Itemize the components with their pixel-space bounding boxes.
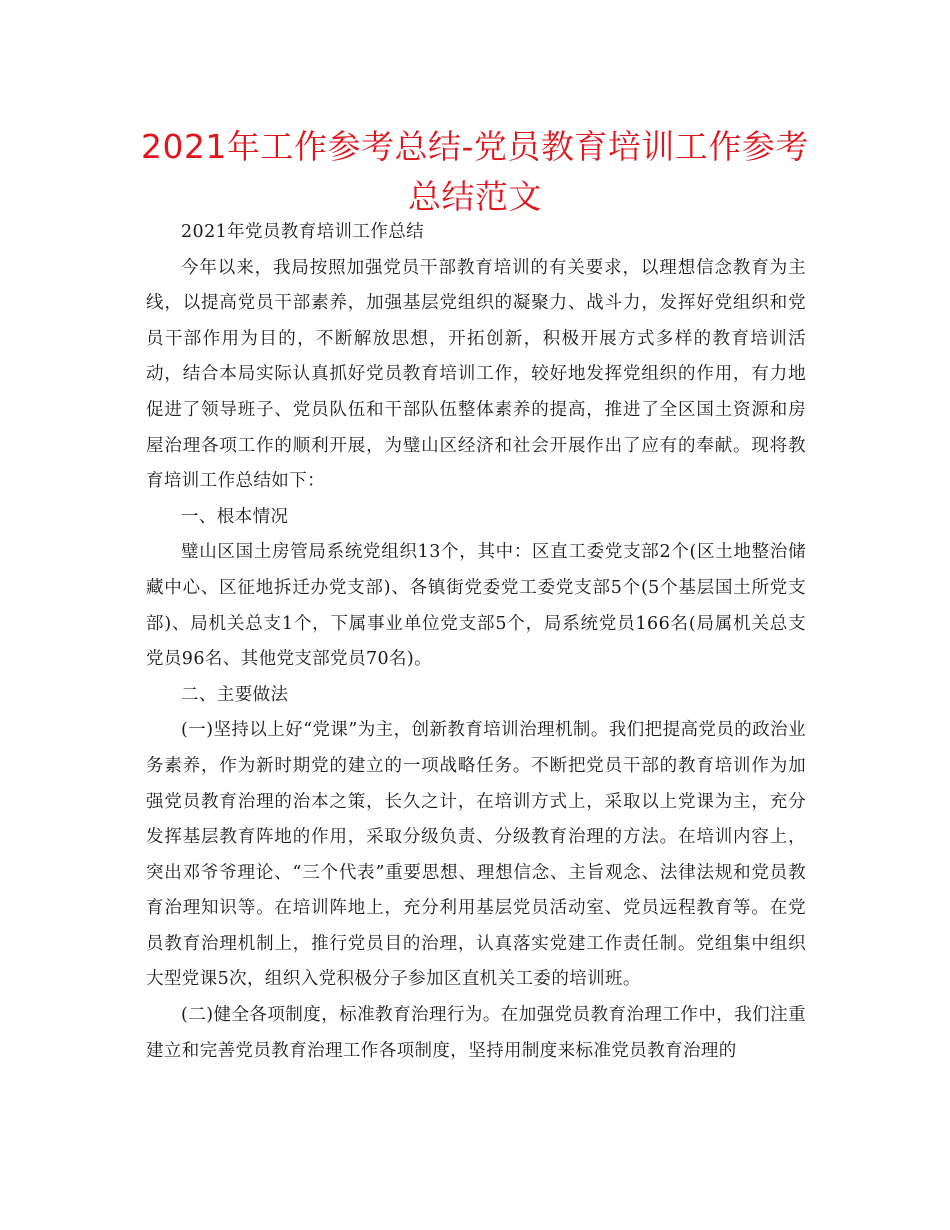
section-heading-basic: 一、根本情况 [181, 506, 289, 527]
section-heading-methods: 二、主要做法 [181, 684, 289, 705]
document-title: 2021年工作参考总结-党员教育培训工作参考总结范文 [141, 127, 809, 216]
paragraph-intro: 今年以来，我局按照加强党员干部教育培训的有关要求，以理想信念教育为主线，以提高党员干部素养，加强基层党组织的凝聚力、战斗力，发挥好党组织和党员干部作用为目的，不断解放思想，开拓创新，积极开展方式多样的教育培训活动，结合本局实际认真抓好党员教育培训工作，较好地发挥党组织的作用，有力地促进了领导班子、党员队伍和干部队伍整体素养的提高，推进了全区国土资源和房屋治理各项工作的顺利开展，为璧山区经济和社会开展作出了应有的奉献。现将教育培训工作总结如下： [146, 257, 806, 492]
paragraph-method-1: (一)坚持以上好“党课”为主，创新教育培训治理机制。我们把提高党员的政治业务素养，作为新时期党的建立的一项战略任务。不断把党员干部的教育培训作为加强党员教育治理的治本之策，长久之计，在培训方式上，采取以上党课为主，充分发挥基层教育阵地的作用，采取分级负责、分级教育治理的方法。在培训内容上，突出邓爷爷理论、“三个代表”重要思想、理想信念、主旨观念、法律法规和党员教育治理知识等。在培训阵地上，充分利用基层党员活动室、党员远程教育等。在党员教育治理机制上，推行党员目的治理，认真落实党建工作责任制。党组集中组织大型党课5次，组织入党积极分子参加区直机关工委的培训班。 [146, 720, 806, 990]
paragraph-subtitle: 2021年党员教育培训工作总结 [181, 222, 425, 242]
document-body [146, 215, 806, 1069]
paragraph-method-2: (二)健全各项制度，标准教育治理行为。在加强党员教育治理工作中，我们注重建立和完善党员教育治理工作各项制度，坚持用制度来标准党员教育治理的 [146, 1005, 806, 1061]
paragraph-basic: 璧山区国土房管局系统党组织13个，其中：区直工委党支部2个(区土地整治储藏中心、区征地拆迁办党支部)、各镇街党委党工委党支部5个(5个基层国土所党支部)、局机关总支1个，下属事业单位党支部5个，局系统党员166名(局属机关总支党员96名、其他党支部党员70名)。 [146, 542, 806, 670]
